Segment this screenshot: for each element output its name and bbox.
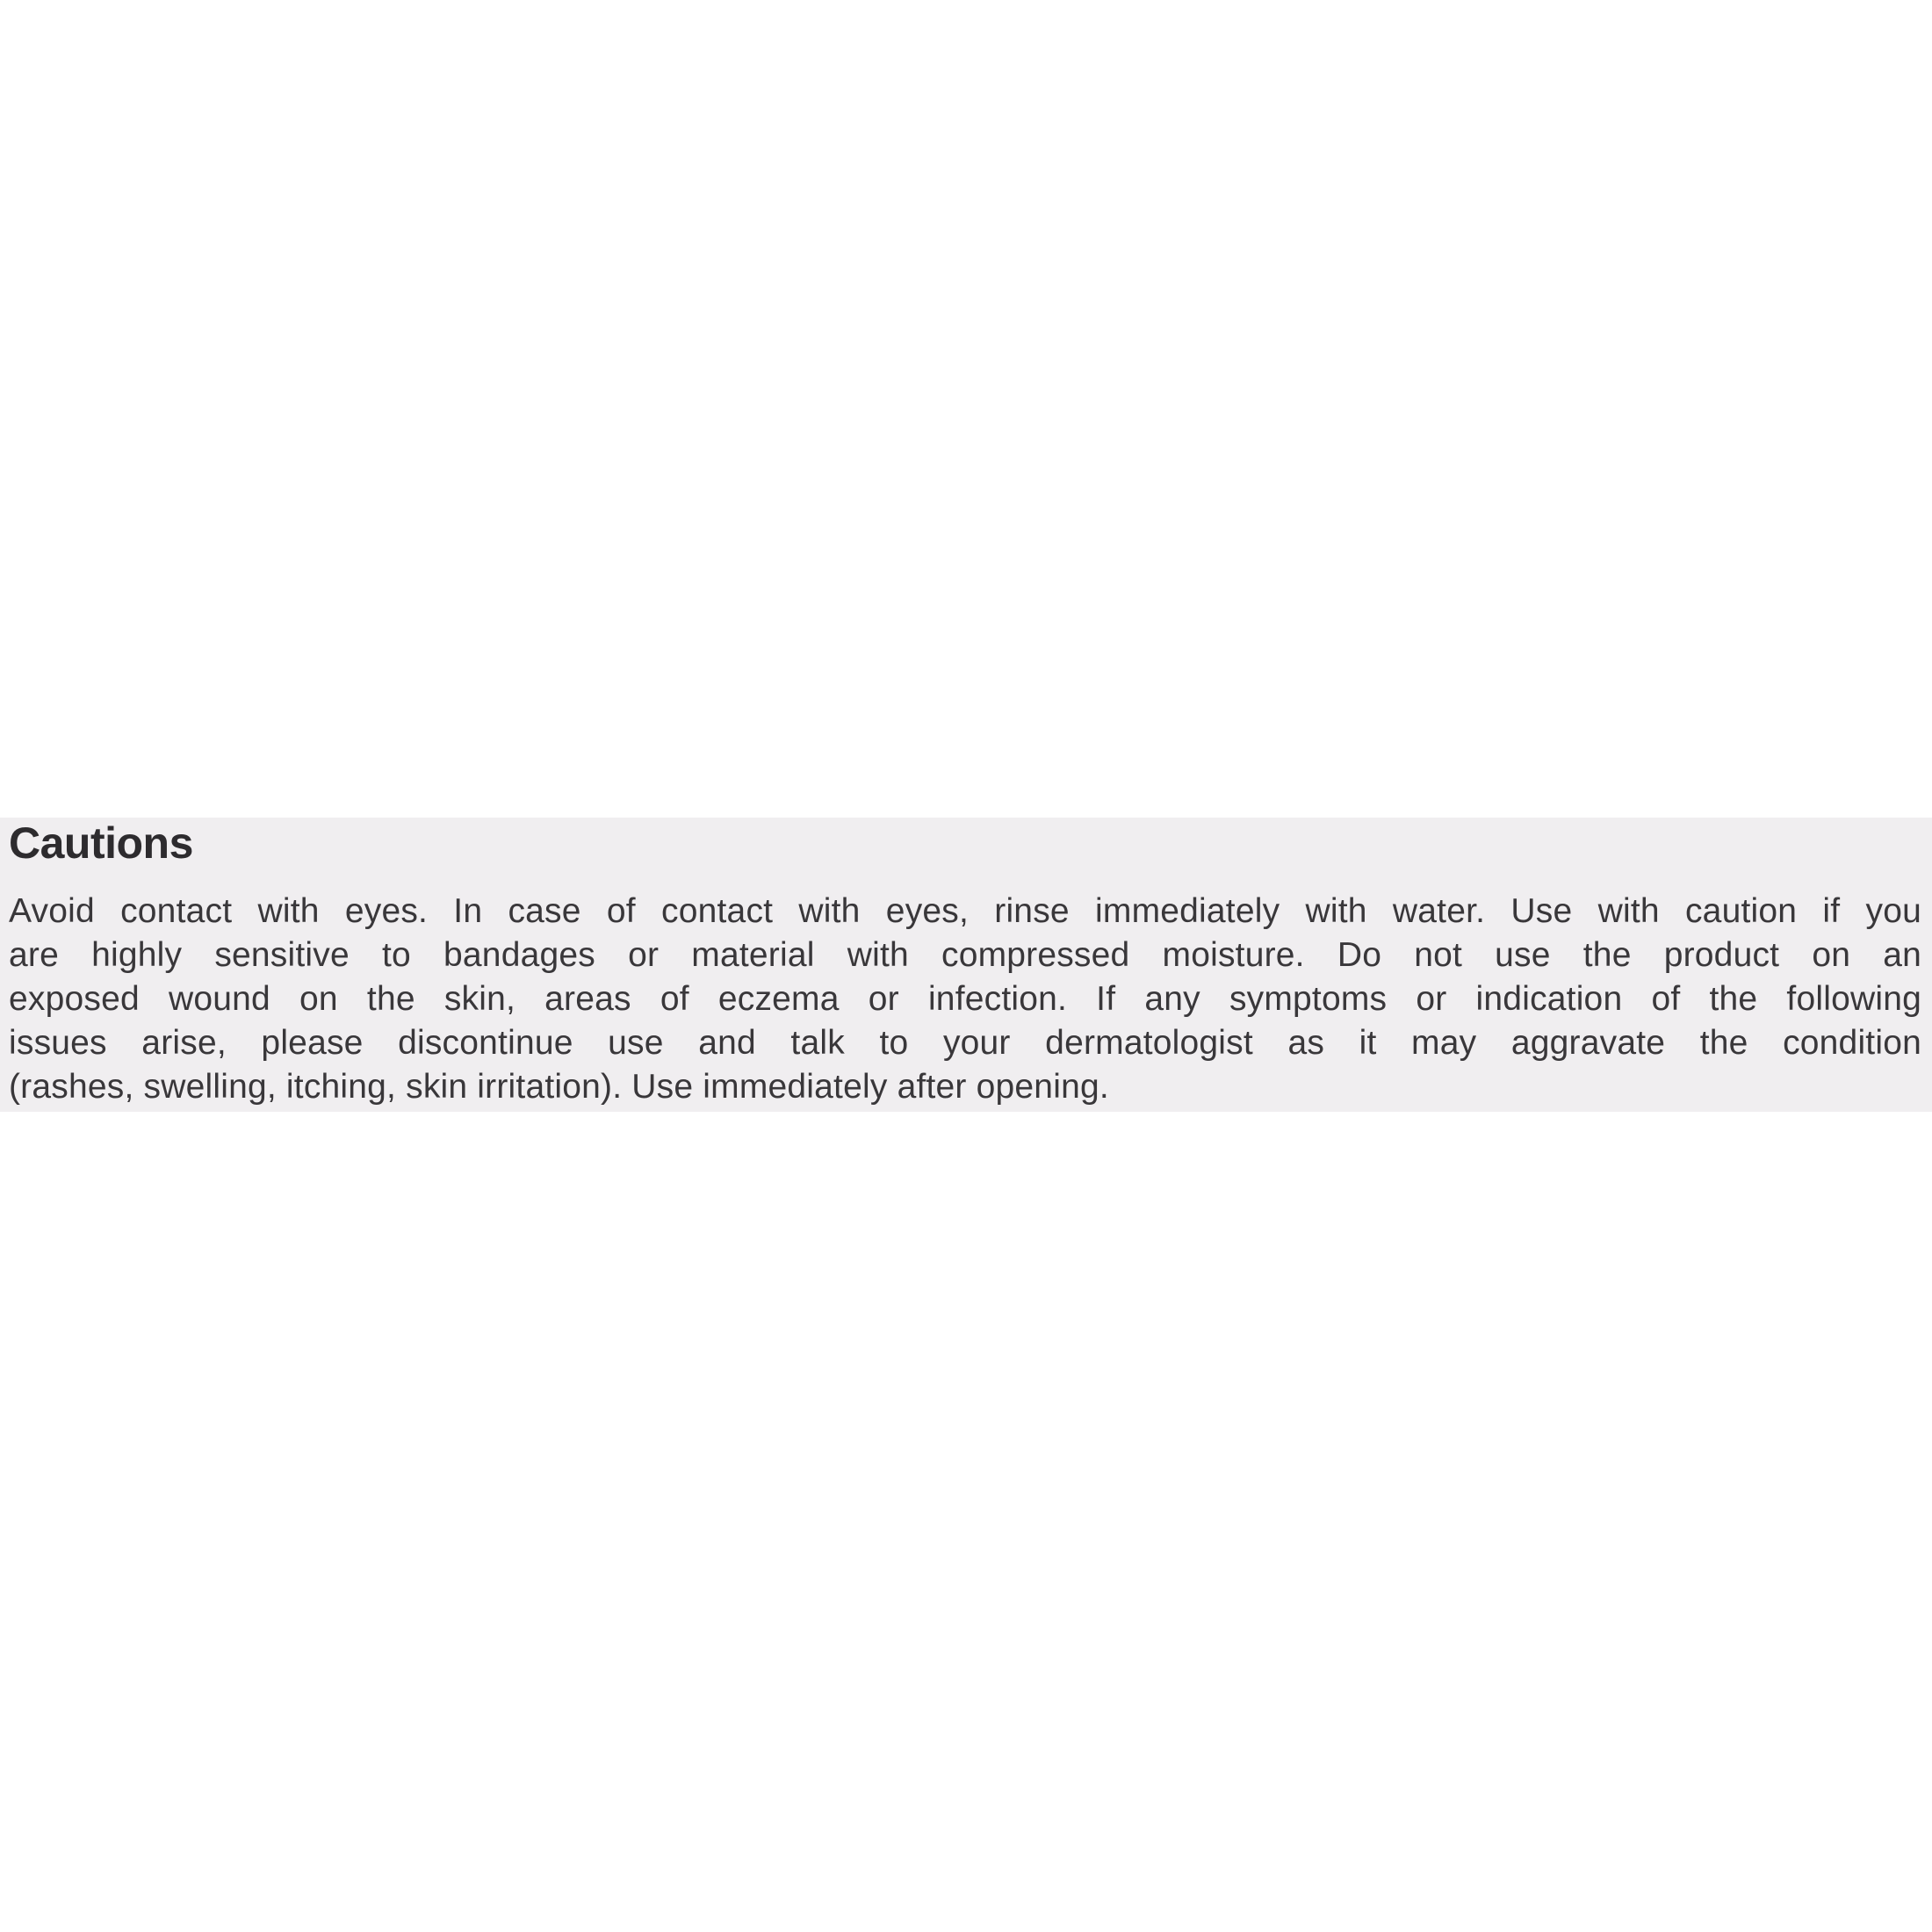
cautions-text-line-1: Avoid contact with eyes. In case of contact with eyes, rinse immediately with water. Use with caution if you (9, 892, 1921, 930)
cautions-text-line-3: exposed wound on the skin, areas of eczema or infection. If any symptoms or indication of the following (9, 980, 1921, 1018)
cautions-panel (0, 818, 1932, 1112)
cautions-body-text (9, 890, 1921, 1109)
cautions-text-line-2: are highly sensitive to bandages or material with compressed moisture. Do not use the product on an (9, 936, 1921, 974)
cautions-text-line-4: issues arise, please discontinue use and talk to your dermatologist as it may aggravate the condition (9, 1024, 1921, 1062)
cautions-text-line-5: (rashes, swelling, itching, skin irritation). Use immediately after opening. (9, 1068, 1109, 1106)
cautions-heading: Cautions (9, 818, 193, 868)
